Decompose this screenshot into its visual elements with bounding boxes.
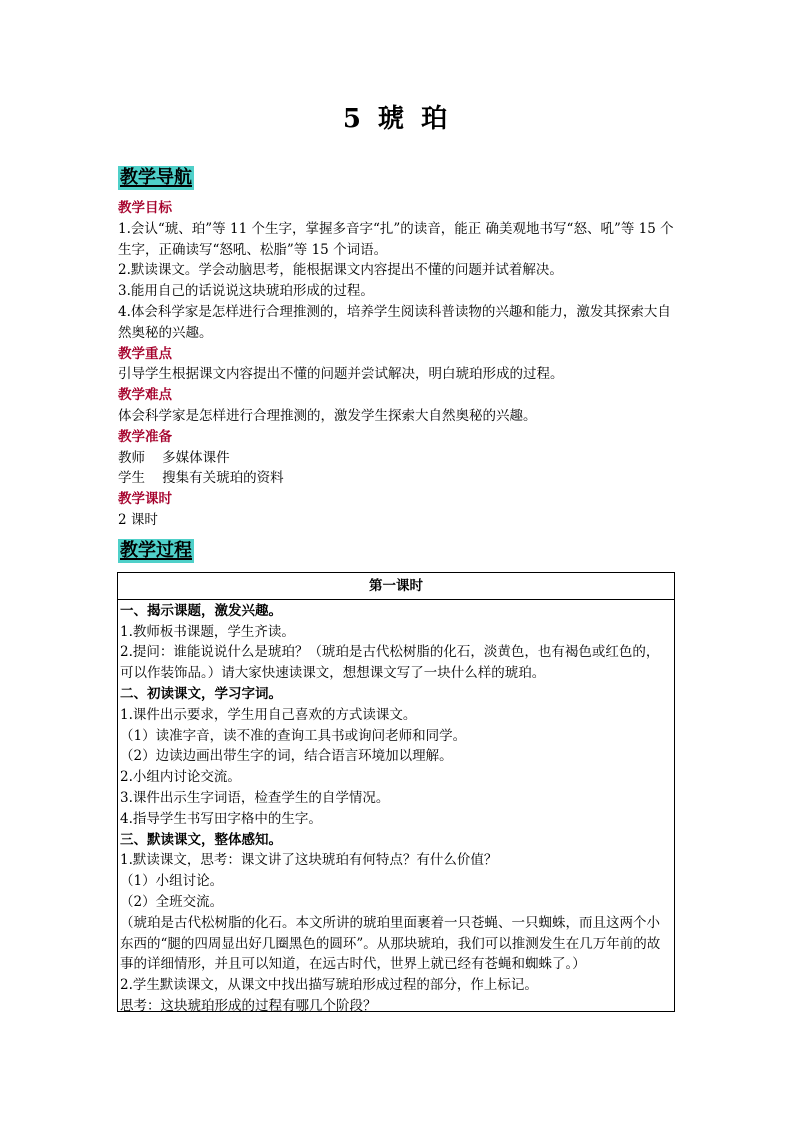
process-line: （2）边读边画出带生字的词，结合语言环境加以理解。 xyxy=(120,748,453,765)
process-step-heading: 一、揭示课题，激发兴趣。 xyxy=(120,602,282,619)
prep-student: 学生 搜集有关琥珀的资料 xyxy=(118,470,284,487)
process-line: 1.默读课文，思考：课文讲了这块琥珀有何特点？有什么价值？ xyxy=(120,852,498,869)
difficulty-text: 体会科学家是怎样进行合理推测的，激发学生探索大自然奥秘的兴趣。 xyxy=(118,407,537,424)
process-line: 3.课件出示生字词语，检查学生的自学情况。 xyxy=(120,789,390,806)
process-line: （琥珀是古代松树脂的化石。本文所讲的琥珀里面裹着一只苍蝇、一只蜘蛛，而且这两个小东西的“腿的四周显出好几圈黑色的圆环”。从那块琥珀，我们可以推测发生在几万年前的故事的详细情形，并且可以知道，在远古时代，世界上就已经有苍蝇和蜘蛛了。） xyxy=(120,914,661,973)
section-tag-process: 教学过程 xyxy=(120,540,192,561)
key-heading: 教学重点 xyxy=(118,345,172,362)
hours-text: 2 课时 xyxy=(118,511,158,528)
process-line: 思考：这块琥珀形成的过程有哪几个阶段？ xyxy=(120,997,377,1014)
process-line: （1）读准字音，读不准的查询工具书或询问老师和同学。 xyxy=(120,727,467,744)
process-lines xyxy=(120,601,672,1017)
goal-item: 4.体会科学家是怎样进行合理推测的，培养学生阅读科普读物的兴趣和能力，激发其探索大自然奥秘的兴趣。 xyxy=(118,303,671,341)
page-title: 5 琥 珀 xyxy=(342,104,452,134)
process-line: 2.提问：谁能说说什么是琥珀？（琥珀是古代松树脂的化石，淡黄色，也有褐色或红色的，可以作装饰品。）请大家快速读课文，想想课文写了一块什么样的琥珀。 xyxy=(120,644,660,682)
lesson-title: 第一课时 xyxy=(369,578,423,594)
process-step-heading: 二、初读课文，学习字词。 xyxy=(120,685,282,702)
process-table xyxy=(117,572,675,1012)
key-text: 引导学生根据课文内容提出不懂的问题并尝试解决，明白琥珀形成的过程。 xyxy=(118,366,564,383)
process-line: 2.学生默读课文，从课文中找出描写琥珀形成过程的部分，作上标记。 xyxy=(120,977,538,994)
process-line: （2）全班交流。 xyxy=(120,893,224,910)
goal-item: 3.能用自己的话说说这块琥珀形成的过程。 xyxy=(118,283,374,300)
goal-item: 1.会认“琥、珀”等 11 个生字，掌握多音字“扎”的读音，能正 确美观地书写“怒、吼”等 15 个生字，正确读写“怒吼、松脂”等 15 个词语。 xyxy=(118,220,674,258)
difficulty-heading: 教学难点 xyxy=(118,387,172,404)
process-line: （1）小组讨论。 xyxy=(120,873,224,890)
prep-teacher: 教师 多媒体课件 xyxy=(118,449,230,466)
goals-heading: 教学目标 xyxy=(118,200,172,216)
goal-item: 2.默读课文。学会动脑思考，能根据课文内容提出不懂的问题并试着解决。 xyxy=(118,262,563,279)
process-line: 2.小组内讨论交流。 xyxy=(120,769,241,786)
process-line: 1.课件出示要求，学生用自己喜欢的方式读课文。 xyxy=(120,706,417,723)
guide-section xyxy=(118,198,678,531)
prep-heading: 教学准备 xyxy=(118,428,172,445)
process-step-heading: 三、默读课文，整体感知。 xyxy=(120,831,282,848)
hours-heading: 教学课时 xyxy=(118,491,172,508)
process-line: 1.教师板书课题，学生齐读。 xyxy=(120,623,295,640)
section-tag-guide: 教学导航 xyxy=(120,167,192,188)
table-divider xyxy=(118,599,674,600)
process-line: 4.指导学生书写田字格中的生字。 xyxy=(120,810,322,827)
